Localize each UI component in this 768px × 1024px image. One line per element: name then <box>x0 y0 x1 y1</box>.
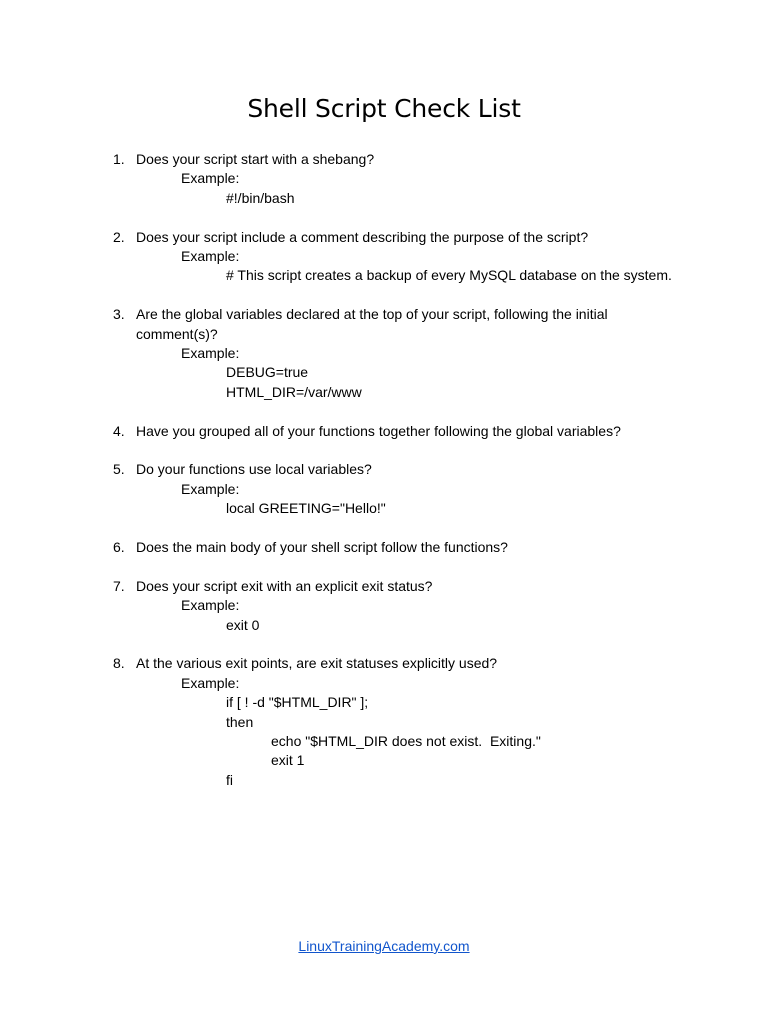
item-number: 4. <box>113 422 125 439</box>
item-question: Does your script start with a shebang? <box>136 151 375 167</box>
item-question: At the various exit points, are exit statuses explicitly used? <box>136 655 498 672</box>
item-number: 3. <box>113 306 125 323</box>
item-question: Does your script include a comment describing the purpose of the script? <box>136 228 589 245</box>
code-line: exit 0 <box>226 616 260 633</box>
code-line: exit 1 <box>271 752 305 769</box>
code-line: then <box>226 713 254 730</box>
example-label: Example: <box>181 480 240 497</box>
footer-link[interactable]: LinuxTrainingAcademy.com <box>298 938 470 954</box>
code-line: DEBUG=true <box>226 364 309 381</box>
checklist-item-7 <box>0 577 768 635</box>
checklist-item-4 <box>0 422 768 441</box>
code-line: #!/bin/bash <box>226 189 295 206</box>
footer <box>0 937 768 956</box>
item-question: Do your functions use local variables? <box>136 461 372 478</box>
code-line: HTML_DIR=/var/www <box>226 383 362 400</box>
code-line: local GREETING="Hello!" <box>226 500 386 517</box>
checklist <box>0 150 768 810</box>
item-question: Have you grouped all of your functions together following the global variables? <box>136 422 621 439</box>
checklist-item-6 <box>0 538 768 557</box>
code-line: echo "$HTML_DIR does not exist. Exiting." <box>271 733 541 750</box>
checklist-item-8 <box>0 654 768 790</box>
item-question: Does the main body of your shell script follow the functions? <box>136 539 508 556</box>
item-number: 1. <box>113 151 125 167</box>
example-label: Example: <box>181 597 240 614</box>
checklist-item-2 <box>0 228 768 286</box>
example-label: Example: <box>181 674 240 691</box>
item-number: 2. <box>113 228 125 245</box>
code-line: if [ ! -d "$HTML_DIR" ]; <box>226 694 369 711</box>
item-number: 7. <box>113 577 125 594</box>
item-question: Does your script exit with an explicit exit status? <box>136 577 433 594</box>
item-number: 6. <box>113 539 125 556</box>
checklist-item-5 <box>0 460 768 518</box>
checklist-item-3 <box>0 305 768 402</box>
example-label: Example: <box>181 345 240 362</box>
item-number: 5. <box>113 461 125 478</box>
document-title: Shell Script Check List <box>247 94 521 123</box>
example-label: Example: <box>181 170 240 187</box>
item-number: 8. <box>113 655 125 672</box>
example-label: Example: <box>181 248 240 265</box>
item-question: Are the global variables declared at the top of your script, following the initial comment(s)? <box>136 306 608 342</box>
checklist-item-1 <box>0 150 768 208</box>
code-line: fi <box>226 771 233 788</box>
code-line: # This script creates a backup of every MySQL database on the system. <box>226 267 672 284</box>
